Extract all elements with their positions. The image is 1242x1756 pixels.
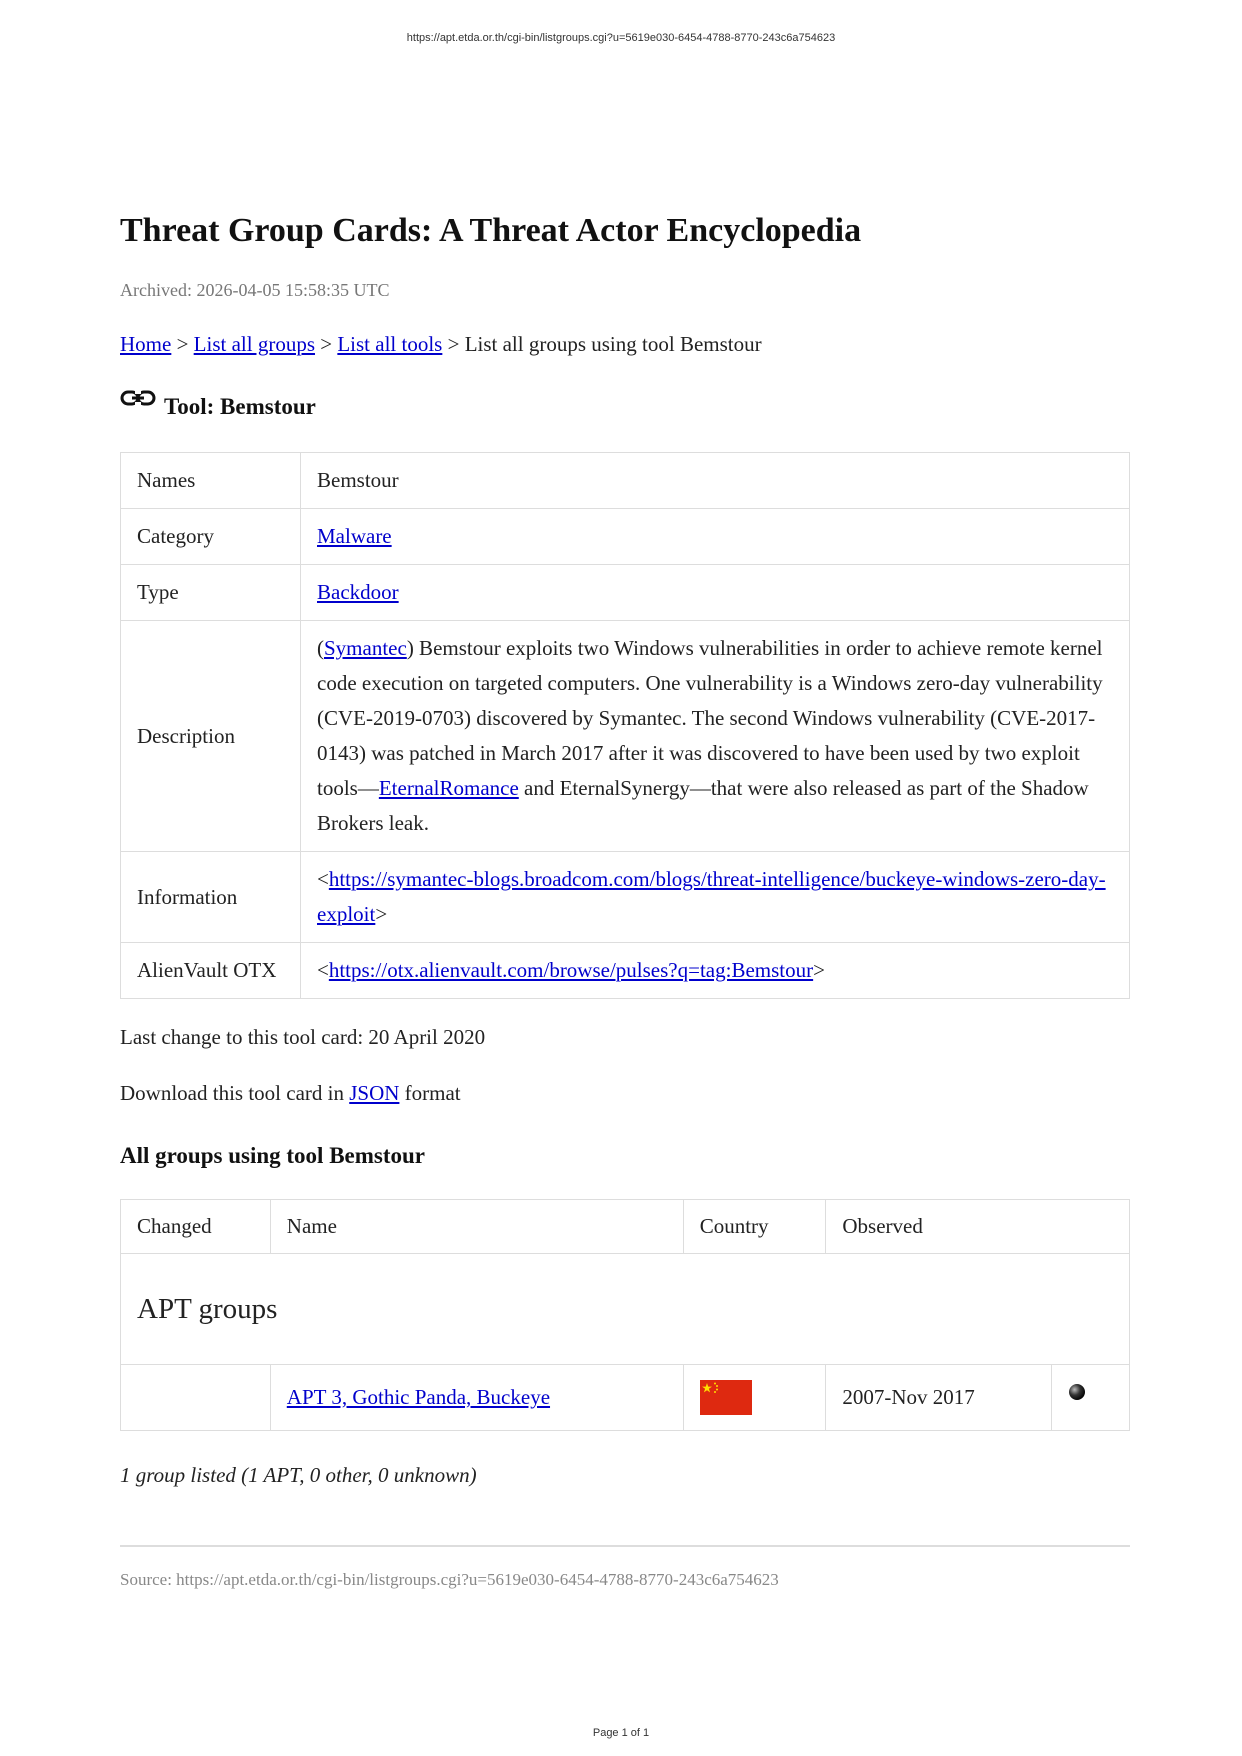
download-line <box>120 1079 1130 1107</box>
groups-header-row <box>121 1200 1130 1254</box>
table-row <box>121 565 1130 621</box>
source-line: Source: https://apt.etda.or.th/cgi-bin/listgroups.cgi?u=5619e030-6454-4788-8770-243c6a754623 <box>120 1570 779 1589</box>
divider <box>120 1545 1130 1547</box>
group-name-link[interactable]: APT 3, Gothic Panda, Buckeye <box>286 1385 551 1409</box>
alienvault-cell <box>301 943 1130 999</box>
angle-open: < <box>317 958 329 982</box>
table-row <box>121 621 1130 852</box>
breadcrumb-list-groups-link[interactable]: List all groups <box>193 332 315 356</box>
groups-summary: 1 group listed (1 APT, 0 other, 0 unknown) <box>120 1463 477 1487</box>
archived-timestamp: Archived: 2026-04-05 15:58:35 UTC <box>120 280 390 300</box>
groups-table <box>120 1199 1130 1431</box>
description-label: Description <box>121 621 301 852</box>
black-ball-icon <box>1068 1383 1086 1401</box>
names-label: Names <box>121 453 301 509</box>
category-link[interactable]: Malware <box>317 524 392 548</box>
header-name: Name <box>270 1200 683 1254</box>
name-cell <box>270 1365 683 1431</box>
download-suffix: format <box>399 1081 461 1105</box>
alienvault-label: AlienVault OTX <box>121 943 301 999</box>
status-cell <box>1052 1365 1130 1431</box>
category-label: Category <box>121 509 301 565</box>
page-number: Page 1 of 1 <box>592 1727 650 1739</box>
eternalromance-link[interactable]: EternalRomance <box>378 776 519 800</box>
header-observed: Observed <box>826 1200 1130 1254</box>
changed-cell <box>121 1365 271 1431</box>
breadcrumb-current: List all groups using tool Bemstour <box>464 332 762 356</box>
type-label: Type <box>121 565 301 621</box>
link-icon <box>120 387 156 411</box>
type-link[interactable]: Backdoor <box>317 580 399 604</box>
breadcrumb-separator: > <box>176 332 189 356</box>
last-change-text: Last change to this tool card: 20 April 2020 <box>120 1025 486 1049</box>
angle-close: > <box>813 958 825 982</box>
header-changed: Changed <box>121 1200 271 1254</box>
information-cell <box>301 852 1130 943</box>
groups-heading: All groups using tool Bemstour <box>120 1143 426 1168</box>
description-text: and EternalSynergy—that were also released as part of the Shadow Brokers leak. <box>317 776 1089 835</box>
download-prefix: Download this tool card in <box>120 1081 350 1105</box>
print-header-url: https://apt.etda.or.th/cgi-bin/listgroups.cgi?u=5619e030-6454-4788-8770-243c6a754623 <box>406 32 836 44</box>
alienvault-link[interactable]: https://otx.alienvault.com/browse/pulses?q=tag:Bemstour <box>328 958 814 982</box>
breadcrumb-separator: > <box>320 332 333 356</box>
breadcrumb-list-tools-link[interactable]: List all tools <box>337 332 443 356</box>
header-country: Country <box>683 1200 826 1254</box>
page-title: Threat Group Cards: A Threat Actor Encyclopedia <box>120 212 862 249</box>
description-open-paren: ( <box>317 636 324 660</box>
tool-heading-text: Tool: Bemstour <box>164 394 316 419</box>
table-row <box>121 852 1130 943</box>
category-cell <box>301 509 1130 565</box>
breadcrumb-separator: > <box>447 332 460 356</box>
section-row <box>121 1254 1130 1365</box>
angle-close: > <box>375 902 388 926</box>
table-row <box>121 1365 1130 1431</box>
names-value: Bemstour <box>301 453 1130 509</box>
tool-heading <box>120 392 1130 422</box>
description-cell <box>301 621 1130 852</box>
angle-open: < <box>317 867 329 891</box>
observed-cell: 2007-Nov 2017 <box>826 1365 1052 1431</box>
table-row <box>121 453 1130 509</box>
china-flag-icon <box>700 1380 752 1415</box>
breadcrumb <box>120 330 1130 358</box>
information-link[interactable]: https://symantec-blogs.broadcom.com/blogs/threat-intelligence/buckeye-windows-zero-day-exploit <box>317 867 1106 926</box>
main-content <box>120 210 1130 1591</box>
type-cell <box>301 565 1130 621</box>
json-download-link[interactable]: JSON <box>349 1081 400 1105</box>
table-row <box>121 509 1130 565</box>
table-row <box>121 943 1130 999</box>
country-cell <box>683 1365 826 1431</box>
breadcrumb-home-link[interactable]: Home <box>120 332 172 356</box>
tool-info-table <box>120 452 1130 999</box>
description-source-link[interactable]: Symantec <box>324 636 407 660</box>
description-text: ) Bemstour exploits two Windows vulnerabilities in order to achieve remote kernel code execution on targeted computers. One vulnerability is a Windows zero-day vulnerability (CVE-2019-0703) discovered by Symantec. The second Windows vulnerability (CVE-2017-0143) was patched in March 2017 after it was discovered to have been used by two exploit tools— <box>317 636 1103 800</box>
information-label: Information <box>121 852 301 943</box>
section-title-apt-groups: APT groups <box>121 1254 1130 1365</box>
